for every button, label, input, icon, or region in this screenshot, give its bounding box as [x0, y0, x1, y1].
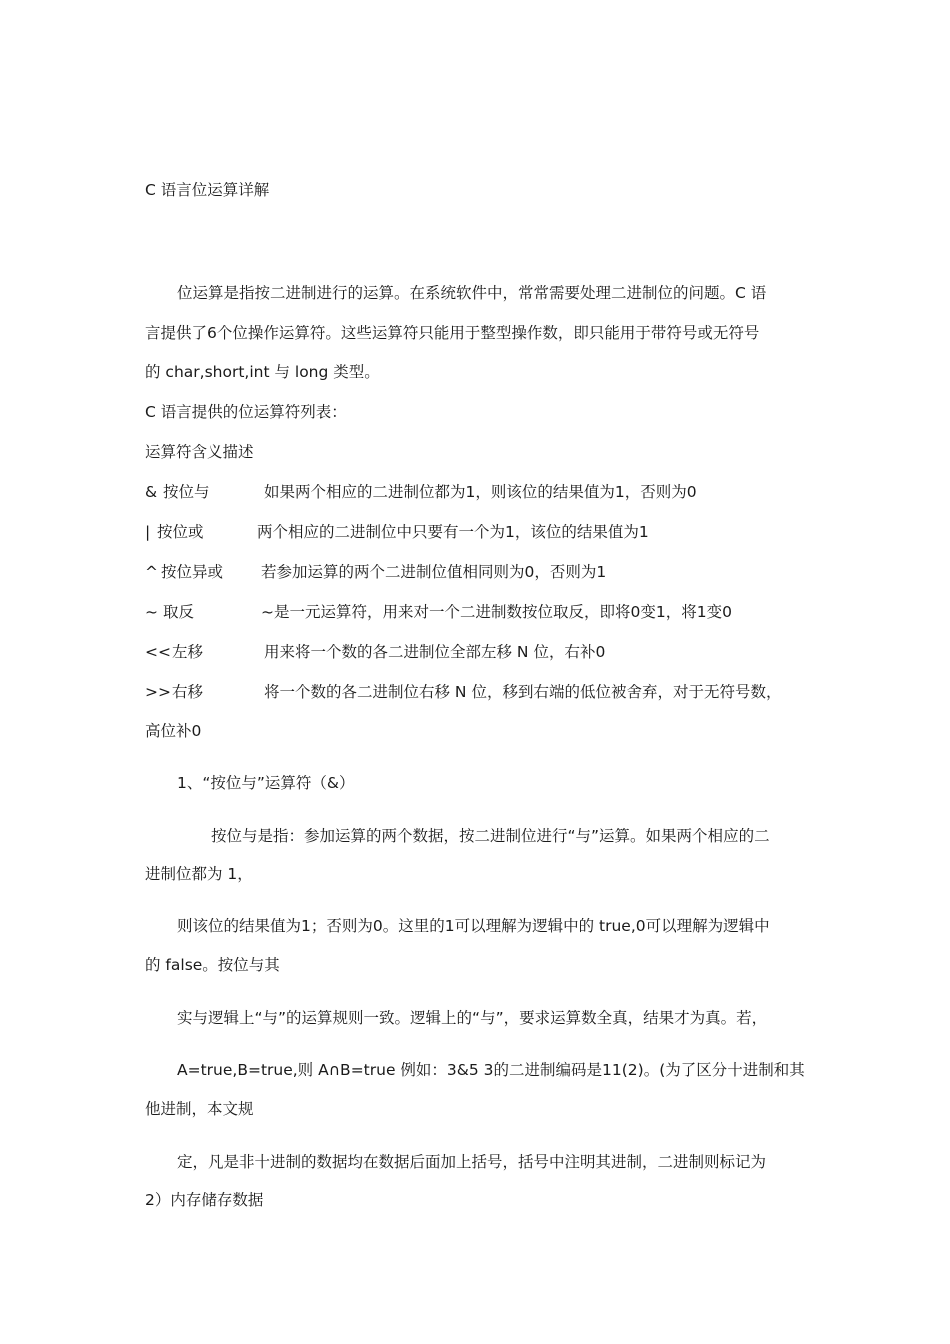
operator-description: 如果两个相应的二进制位都为1，则该位的结果值为1，否则为0 — [264, 483, 697, 501]
operator-table-header: 运算符含义描述 — [145, 443, 254, 461]
operator-symbol: ^ — [145, 563, 158, 581]
operator-symbol: | — [145, 523, 151, 541]
shift-right-continuation: 高位补0 — [145, 722, 202, 740]
section-1-para-5-line-2: 2）内存储存数据 — [145, 1191, 264, 1209]
operator-name: 按位异或 — [161, 563, 224, 581]
section-1-para-2-line-2: 的 false。按位与其 — [145, 956, 280, 974]
document-title: C 语言位运算详解 — [145, 181, 270, 199]
intro-line-2: 言提供了6个位操作运算符。这些运算符只能用于整型操作数，即只能用于带符号或无符号 — [145, 324, 760, 342]
operator-description: 用来将一个数的各二进制位全部左移 N 位，右补0 — [264, 643, 606, 661]
section-1-para-1-line-2: 进制位都为 1， — [145, 865, 253, 883]
operator-description: 若参加运算的两个二进制位值相同则为0，否则为1 — [261, 563, 607, 581]
operator-name: 按位与 — [163, 483, 210, 501]
operator-name: 取反 — [163, 603, 195, 621]
section-1-para-4-line-1: A=true,B=true,则 A∩B=true 例如：3&5 3的二进制编码是11(2)。(为了区分十进制和其 — [177, 1061, 805, 1079]
operator-symbol: >> — [145, 683, 171, 701]
operator-list-heading: C 语言提供的位运算符列表： — [145, 403, 347, 421]
section-1-heading: 1、“按位与”运算符（&） — [177, 774, 355, 792]
operator-description: ~是一元运算符，用来对一个二进制数按位取反，即将0变1，将1变0 — [261, 603, 732, 621]
section-1-para-2-line-1: 则该位的结果值为1；否则为0。这里的1可以理解为逻辑中的 true,0可以理解为逻辑中 — [177, 917, 770, 935]
section-1-para-1-line-1: 按位与是指：参加运算的两个数据，按二进制位进行“与”运算。如果两个相应的二 — [211, 827, 770, 845]
operator-name: 右移 — [172, 683, 204, 701]
operator-name: 按位或 — [157, 523, 204, 541]
intro-line-1: 位运算是指按二进制进行的运算。在系统软件中，常常需要处理二进制位的问题。C 语 — [177, 284, 767, 302]
operator-symbol: & — [145, 483, 158, 501]
section-1-para-3-line-1: 实与逻辑上“与”的运算规则一致。逻辑上的“与”，要求运算数全真，结果才为真。若， — [177, 1009, 768, 1027]
operator-description: 两个相应的二进制位中只要有一个为1，该位的结果值为1 — [257, 523, 649, 541]
operator-symbol: ~ — [145, 603, 158, 621]
operator-name: 左移 — [172, 643, 204, 661]
section-1-para-4-line-2: 他进制，本文规 — [145, 1100, 254, 1118]
operator-symbol: << — [145, 643, 171, 661]
operator-description: 将一个数的各二进制位右移 N 位，移到右端的低位被舍弃，对于无符号数， — [264, 683, 782, 701]
section-1-para-5-line-1: 定，凡是非十进制的数据均在数据后面加上括号，括号中注明其进制，二进制则标记为 — [177, 1153, 767, 1171]
intro-line-3: 的 char,short,int 与 long 类型。 — [145, 363, 380, 381]
